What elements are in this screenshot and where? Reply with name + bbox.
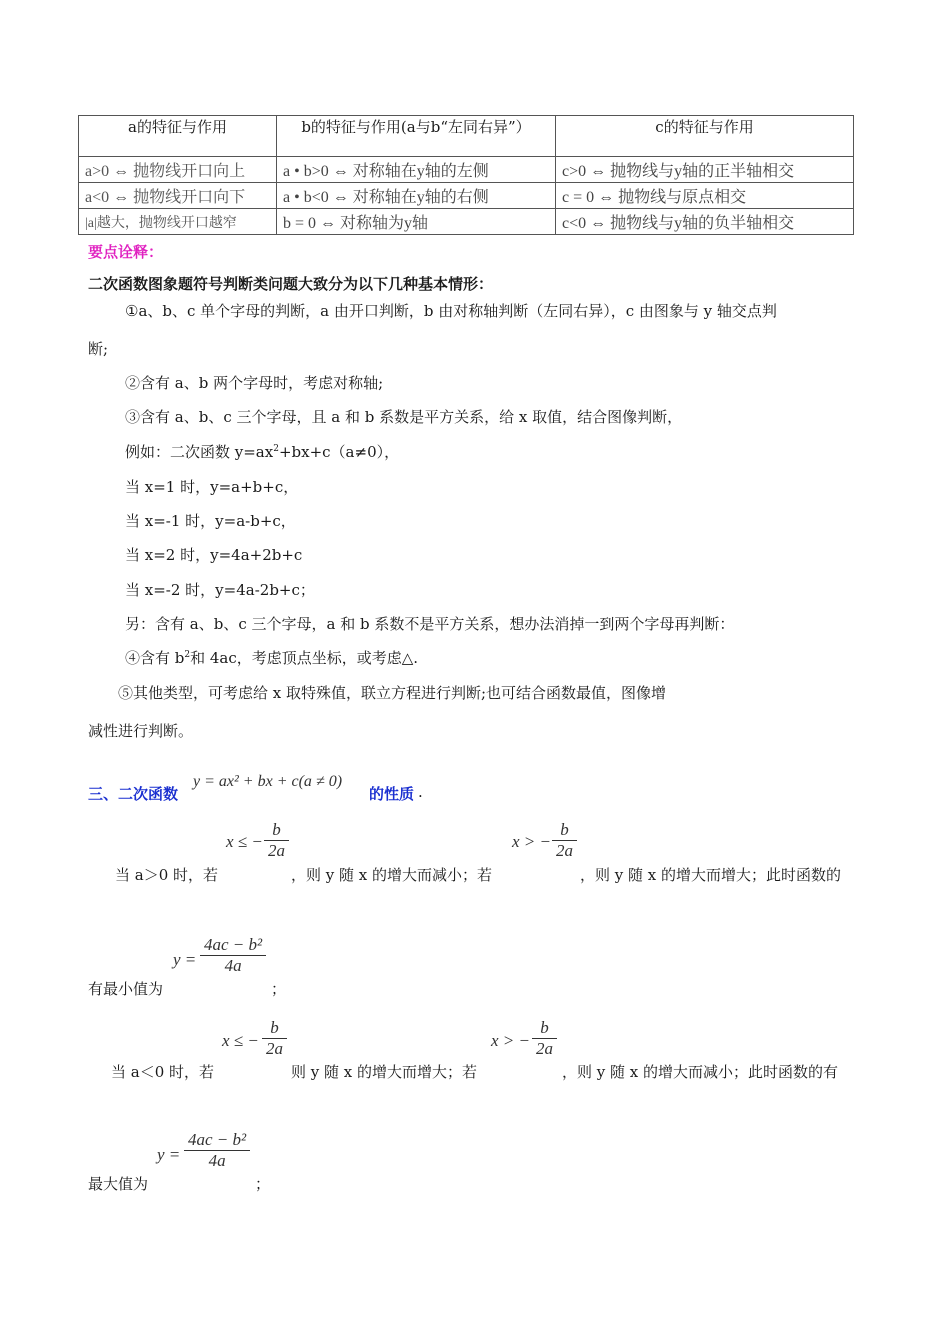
notes-title: 要点诠释： <box>88 243 164 261</box>
note-item-2: ②含有 a、b 两个字母时，考虑对称轴; <box>125 374 384 392</box>
fraction-denominator: 2a <box>268 841 285 860</box>
fraction-numerator: b <box>264 820 289 841</box>
min-semicolon: ； <box>271 980 287 998</box>
case-line-4: 当 x=-2 时，y=4a-2b+c； <box>125 581 315 599</box>
table-cell: c<0 ⇔ 抛物线与y轴的负半轴相交 <box>556 209 854 235</box>
table-cell: a>0 ⇔ 抛物线开口向上 <box>79 157 277 183</box>
fraction-denominator: 2a <box>266 1039 283 1058</box>
case-line-2: 当 x=-1 时，y=a-b+c， <box>125 512 296 530</box>
y-equals-max: y = <box>157 1145 181 1164</box>
table-cell: a • b<0 ⇔ 对称轴在y轴的右侧 <box>277 183 556 209</box>
case-line-1: 当 x=1 时，y=a+b+c， <box>125 478 299 496</box>
table-row <box>79 157 854 183</box>
fraction-b-2a <box>264 820 289 861</box>
fraction-denominator: 2a <box>556 841 573 860</box>
fraction-vertex-max <box>184 1130 250 1171</box>
fraction-vertex-min <box>200 935 266 976</box>
fraction-numerator: 4ac − b² <box>184 1130 250 1151</box>
example-sup: 2 <box>273 444 279 454</box>
fraction-denominator: 2a <box>536 1039 553 1058</box>
note-item-4 <box>125 647 418 668</box>
cond-le-2: x ≤ − <box>222 1031 259 1050</box>
notes-heading: 二次函数图象题符号判断类问题大致分为以下几种基本情形： <box>88 275 494 293</box>
section-3-period: . <box>418 783 423 801</box>
fraction-b-2a <box>532 1018 557 1059</box>
section-3-formula: y = ax² + bx + c(a ≠ 0) <box>193 773 343 790</box>
table-header-row <box>79 116 854 157</box>
table-cell: a • b>0 ⇔ 对称轴在y轴的左侧 <box>277 157 556 183</box>
table-header-a: a的特征与作用 <box>79 116 277 157</box>
table-header-c: c的特征与作用 <box>556 116 854 157</box>
item4-suffix: 和 4ac，考虑顶点坐标，或考虑△. <box>190 649 419 667</box>
note-item-1-cont: 断; <box>88 340 109 358</box>
note-item-3: ③含有 a、b、c 三个字母，且 a 和 b 系数是平方关系，给 x 取值，结合图像判断， <box>125 408 683 426</box>
max-semicolon: ； <box>255 1175 271 1193</box>
fraction-numerator: 4ac − b² <box>200 935 266 956</box>
table-cell: |a|越大，抛物线开口越窄 <box>79 209 277 235</box>
pos-mid: ，则 y 随 x 的增大而减小；若 <box>291 866 493 884</box>
fraction-b-2a <box>262 1018 287 1059</box>
note-other: 另：含有 a、b、c 三个字母，a 和 b 系数不是平方关系，想办法消掉一到两个字母再判断： <box>125 615 735 633</box>
cond-gt-1: x > − <box>512 832 551 851</box>
table-row <box>79 183 854 209</box>
section-3-title-suffix: 的性质 <box>369 785 415 803</box>
table-header-b: b的特征与作用(a与b“左同右异”） <box>277 116 556 157</box>
case-line-3: 当 x=2 时，y=4a+2b+c <box>125 546 303 564</box>
neg-mid: 则 y 随 x 的增大而增大；若 <box>291 1063 478 1081</box>
max-label: 最大值为 <box>88 1175 149 1193</box>
example-line <box>125 441 399 462</box>
table-cell: c = 0 ⇔ 抛物线与原点相交 <box>556 183 854 209</box>
table-row <box>79 209 854 235</box>
example-prefix: 例如：二次函数 y=ax <box>125 443 274 461</box>
y-equals-min: y = <box>173 950 197 969</box>
pos-tail: ，则 y 随 x 的增大而增大；此时函数的 <box>580 866 842 884</box>
neg-lead: 当 a＜0 时，若 <box>111 1063 215 1081</box>
note-item-5-cont: 减性进行判断。 <box>88 722 194 740</box>
section-3-title-prefix: 三、二次函数 <box>88 785 179 803</box>
item4-sup: 2 <box>184 650 191 660</box>
fraction-numerator: b <box>552 820 577 841</box>
table-cell: a<0 ⇔ 抛物线开口向下 <box>79 183 277 209</box>
feature-table <box>78 115 854 235</box>
pos-lead: 当 a＞0 时，若 <box>115 866 219 884</box>
fraction-denominator: 4a <box>224 956 242 975</box>
fraction-denominator: 4a <box>208 1151 226 1170</box>
cond-gt-2: x > − <box>491 1031 530 1050</box>
example-suffix: +bx+c（a≠0）， <box>278 443 400 461</box>
cond-le-1: x ≤ − <box>226 832 263 851</box>
fraction-numerator: b <box>532 1018 557 1039</box>
fraction-b-2a <box>552 820 577 861</box>
note-item-5: ⑤其他类型，可考虑给 x 取特殊值，联立方程进行判断;也可结合函数最值，图像增 <box>118 684 667 702</box>
neg-tail: ，则 y 随 x 的增大而减小；此时函数的有 <box>562 1063 839 1081</box>
table-cell: b = 0 ⇔ 对称轴为y轴 <box>277 209 556 235</box>
item4-prefix: ④含有 b <box>125 649 185 667</box>
min-label: 有最小值为 <box>88 980 164 998</box>
fraction-numerator: b <box>262 1018 287 1039</box>
table-cell: c>0 ⇔ 抛物线与y轴的正半轴相交 <box>556 157 854 183</box>
note-item-1: ①a、b、c 单个字母的判断，a 由开口判断，b 由对称轴判断（左同右异），c 由图象与 y 轴交点判 <box>125 302 777 320</box>
